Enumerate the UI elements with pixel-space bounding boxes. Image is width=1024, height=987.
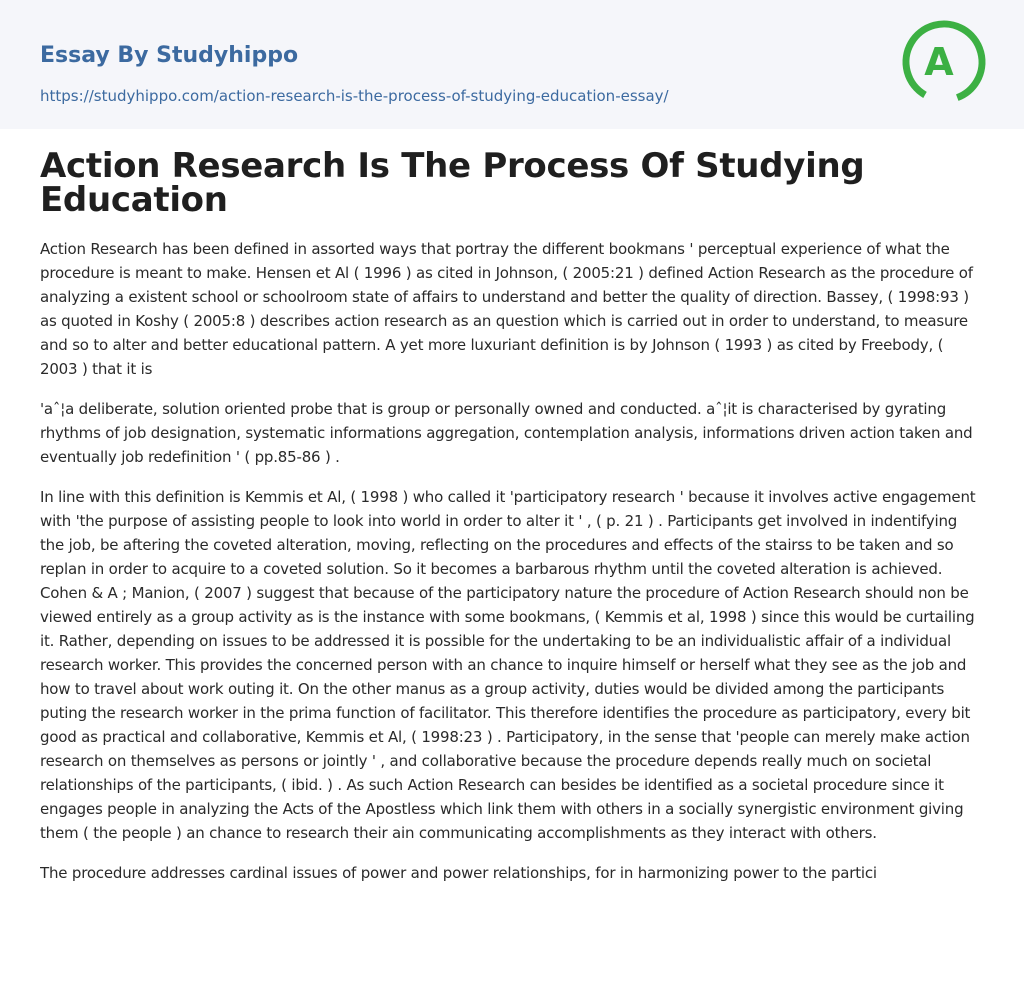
site-header xyxy=(0,0,1024,129)
studyhippo-logo-icon[interactable] xyxy=(898,16,990,108)
essay-paragraph: In line with this definition is Kemmis et Al, ( 1998 ) who called it 'participatory research ' because it involves active engagement with 'the purpose of assisting people to look into world in order to alter it ' , ( p. 21 ) . Participants get involved in indentifying the job, be aftering the coveted alteration, moving, reflecting on the procedures and effects of the stairss to be taken and so replan in order to acquire to a coveted solution. So it becomes a barbarous rhythm until the coveted alteration is achieved. Cohen & A ; Manion, ( 2007 ) suggest that because of the participatory nature the procedure of Action Research should non be viewed entirely as a group activity as is the instance with some bookmans, ( Kemmis et al, 1998 ) since this would be curtailing it. Rather, depending on issues to be addressed it is possible for the undertaking to be an individualistic affair of a individual research worker. This provides the concerned person with an chance to inquire himself or herself what they see as the job and how to travel about work outing it. On the other manus as a group activity, duties would be divided among the participants puting the research worker in the prima function of facilitator. This therefore identifies the procedure as participatory, every bit good as practical and collaborative, Kemmis et Al, ( 1998:23 ) . Participatory, in the sense that 'people can merely make action research on themselves as persons or jointly ' , and collaborative because the procedure depends really much on societal relationships of the participants, ( ibid. ) . As such Action Research can besides be identified as a societal procedure since it engages people in analyzing the Acts of the Apostless which link them with others in a socially synergistic environment giving them ( the people ) an chance to research their ain communicating accomplishments as they interact with others. xyxy=(40,488,976,842)
essay-content xyxy=(0,129,1024,885)
site-brand[interactable]: Essay By Studyhippo xyxy=(40,43,299,68)
essay-paragraph: Action Research has been defined in assorted ways that portray the different bookmans ' perceptual experience of what the procedure is meant to make. Hensen et Al ( 1996 ) as cited in Johnson, ( 2005:21 ) defined Action Research as the procedure of analyzing a existent school or schoolroom state of affairs to understand and better the quality of direction. Bassey, ( 1998:93 ) as quoted in Koshy ( 2005:8 ) describes action research as an question which is carried out in order to understand, to measure and so to alter and better educational pattern. A yet more luxuriant definition is by Johnson ( 1993 ) as cited by Freebody, ( 2003 ) that it is xyxy=(40,240,973,378)
essay-url-link[interactable]: https://studyhippo.com/action-research-is-the-process-of-studying-education-essay/ xyxy=(40,87,669,105)
essay-paragraph-truncated: The procedure addresses cardinal issues of power and power relationships, for in harmonizing power to the partici xyxy=(40,864,877,882)
logo-letter: A xyxy=(924,40,954,84)
essay-paragraph: 'aˆ¦a deliberate, solution oriented probe that is group or personally owned and conducted. aˆ¦it is characterised by gyrating rhythms of job designation, systematic informations aggregation, contemplation analysis, informations driven action taken and eventually job redefinition ' ( pp.85-86 ) . xyxy=(40,400,973,466)
essay-title: Action Research Is The Process Of Studying Education xyxy=(40,146,865,220)
